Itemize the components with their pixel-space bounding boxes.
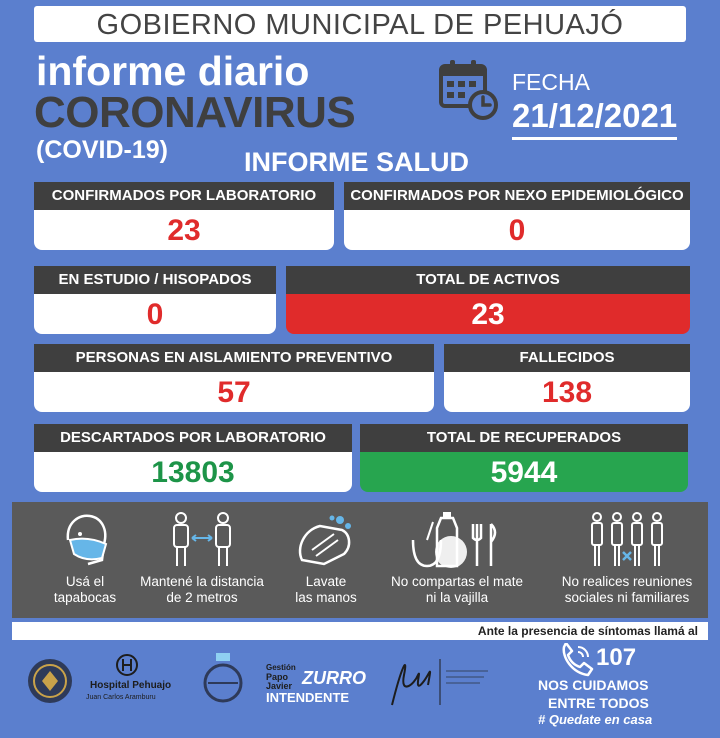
tip-distancia xyxy=(132,502,272,606)
card-recuperados xyxy=(360,424,688,492)
top-banner-title: GOBIERNO MUNICIPAL DE PEHUAJÓ xyxy=(34,6,686,42)
phone-number: 107 xyxy=(596,644,637,671)
tip-line2: de 2 metros xyxy=(166,590,238,605)
gestion-label: Gestión xyxy=(266,663,296,672)
card-value: 57 xyxy=(34,372,434,412)
card-value: 0 xyxy=(34,294,276,334)
card-label: PERSONAS EN AISLAMIENTO PREVENTIVO xyxy=(34,344,434,372)
tip-line1: No compartas el mate xyxy=(390,574,524,589)
entre-todos-text: ENTRE TODOS xyxy=(548,695,649,711)
hospital-subname: Juan Carlos Aramburu xyxy=(86,694,156,701)
distance-icon xyxy=(167,510,237,570)
card-label: CONFIRMADOS POR NEXO EPIDEMIOLÓGICO xyxy=(344,182,690,210)
card-label: DESCARTADOS POR LABORATORIO xyxy=(34,424,352,452)
card-fallecidos xyxy=(444,344,690,412)
tip-line1: Mantené la distancia xyxy=(140,574,264,589)
tip-line1: Lavate xyxy=(305,574,347,589)
municipio-logo xyxy=(188,649,258,705)
card-value: 23 xyxy=(286,294,690,334)
tip-line1: No realices reuniones xyxy=(561,574,693,589)
card-value: 13803 xyxy=(34,452,352,492)
tip-line2: sociales ni familiares xyxy=(564,590,690,605)
intendente-label: INTENDENTE xyxy=(266,690,350,705)
tip-reuniones xyxy=(552,502,702,606)
informe-diario-title: informe diario xyxy=(36,48,310,94)
card-en-estudio xyxy=(34,266,276,334)
card-value: 138 xyxy=(444,372,690,412)
card-descartados xyxy=(34,424,352,492)
coronavirus-title: CORONAVIRUS xyxy=(34,88,356,137)
card-label: TOTAL DE RECUPERADOS xyxy=(360,424,688,452)
card-label: TOTAL DE ACTIVOS xyxy=(286,266,690,294)
zurro-label: ZURRO xyxy=(302,668,366,688)
symptoms-warning: Ante la presencia de síntomas llamá al xyxy=(12,622,708,640)
covid-subtitle: (COVID-19) xyxy=(36,136,168,164)
fecha-label: FECHA xyxy=(512,69,590,95)
tip-line1: Usá el xyxy=(65,574,105,589)
prevention-tips-band xyxy=(12,502,708,618)
tip-line2: las manos xyxy=(295,590,357,605)
card-confirmados-laboratorio xyxy=(34,182,334,250)
signature-image xyxy=(384,645,494,715)
informe-salud-heading: INFORME SALUD xyxy=(244,147,469,177)
hospital-logo-icon xyxy=(114,653,140,677)
hospital-name: Hospital Pehuajo xyxy=(90,680,172,691)
card-label: CONFIRMADOS POR LABORATORIO xyxy=(34,182,334,210)
tip-line2: ni la vajilla xyxy=(425,590,489,605)
fecha-value: 21/12/2021 xyxy=(512,96,677,140)
tip-tapabocas xyxy=(30,502,140,606)
card-value: 5944 xyxy=(360,452,688,492)
javier-label: Javier xyxy=(266,681,293,691)
phone-icon xyxy=(558,643,594,679)
card-label: FALLECIDOS xyxy=(444,344,690,372)
tip-line2: tapabocas xyxy=(53,590,117,605)
card-aislamiento xyxy=(34,344,434,412)
face-mask-icon xyxy=(58,510,112,570)
tip-lavate xyxy=(276,502,376,606)
card-confirmados-nexo xyxy=(344,182,690,250)
card-value: 23 xyxy=(34,210,334,250)
wash-hands-icon xyxy=(294,510,358,570)
card-label: EN ESTUDIO / HISOPADOS xyxy=(34,266,276,294)
quedate-hashtag: # Quedate en casa xyxy=(538,712,653,727)
card-value: 0 xyxy=(344,210,690,250)
card-total-activos xyxy=(286,266,690,334)
papo-label: Papo xyxy=(266,672,289,682)
mate-icon xyxy=(407,510,507,570)
tip-mate xyxy=(382,502,532,606)
municipal-seal-logo xyxy=(20,657,80,707)
nos-cuidamos-text: NOS CUIDAMOS xyxy=(538,677,649,693)
calendar-icon xyxy=(438,58,500,122)
group-icon xyxy=(587,510,667,570)
